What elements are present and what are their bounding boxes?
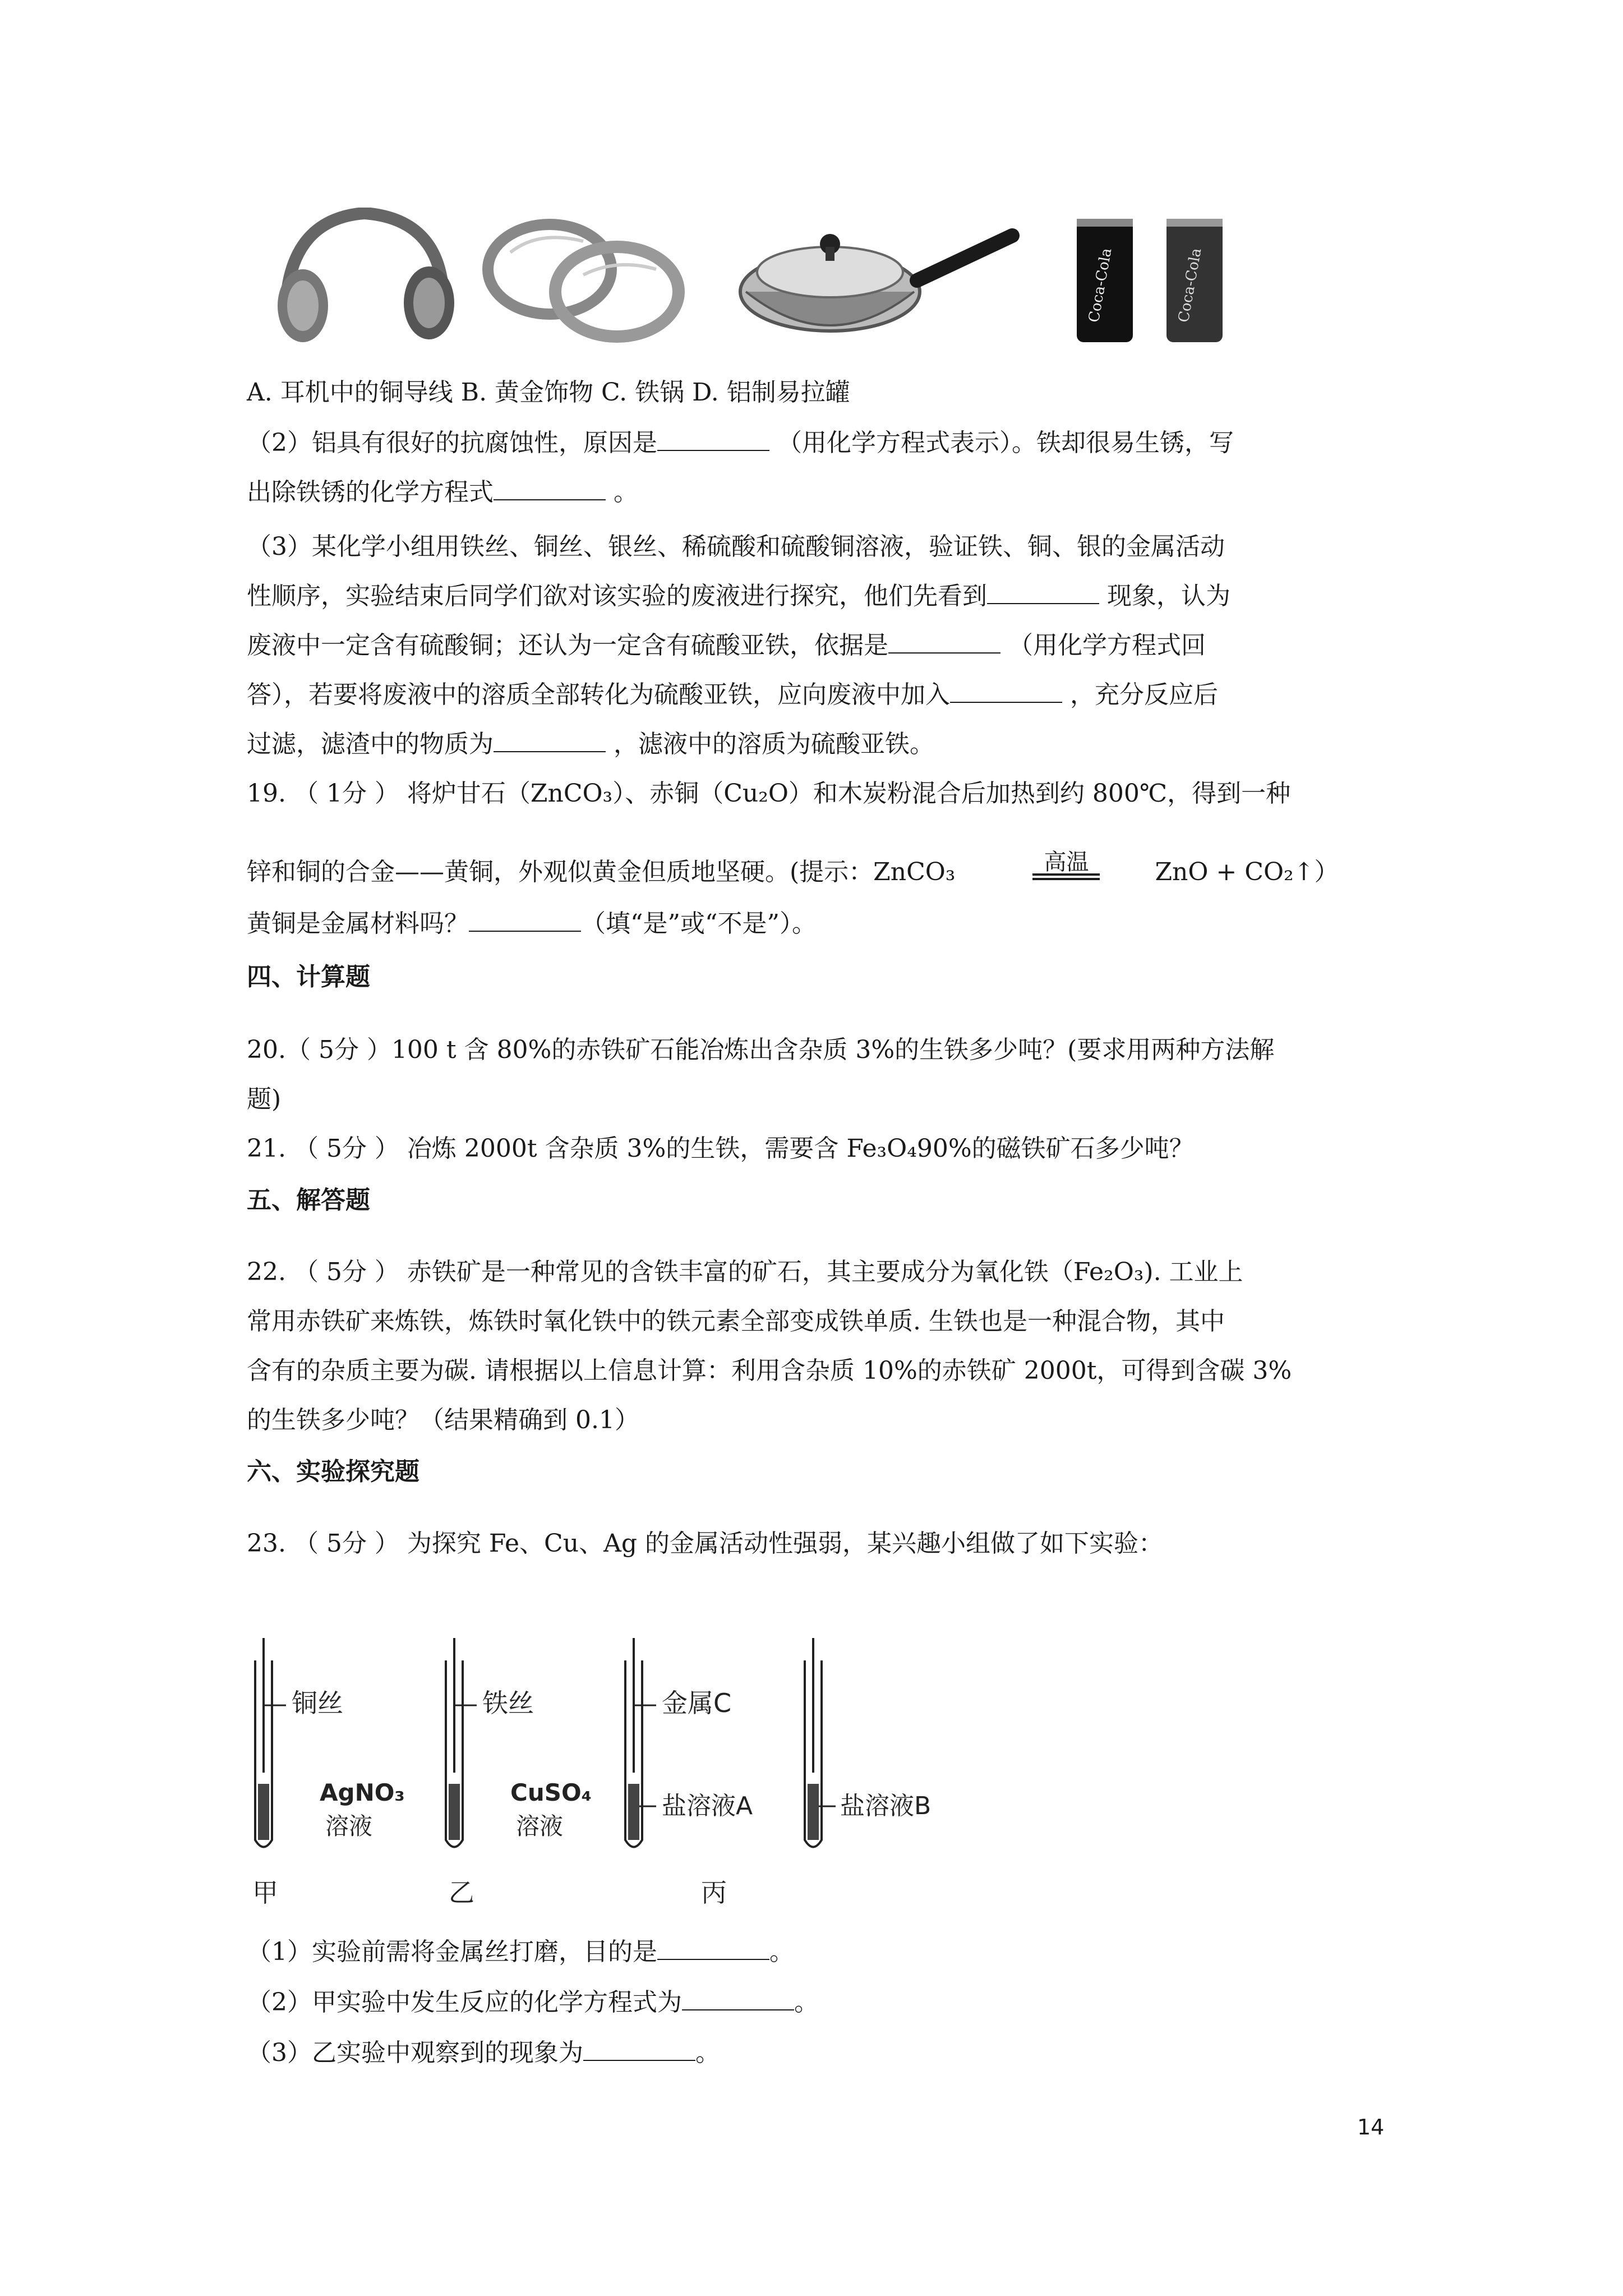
text: 答），若要将废液中的溶质全部转化为硫酸亚铁，应向废液中加入	[247, 680, 950, 709]
q18-part3-line3	[247, 629, 1206, 662]
answer-blank[interactable]	[469, 908, 581, 932]
test-tube-1	[252, 1638, 405, 1908]
tube-caption: 丙	[701, 1878, 727, 1908]
text: （1）实验前需将金属丝打磨，目的是	[247, 1938, 657, 1966]
q22-line4: 的生铁多少吨？（结果精确到 0.1）	[247, 1406, 639, 1434]
q18-part3-line4	[247, 678, 1218, 712]
rings-image	[488, 224, 679, 337]
text: 现象，认为	[1099, 582, 1230, 610]
solution-label: CuSO₄	[510, 1779, 592, 1806]
text: 性顺序，实验结束后同学们欲对该实验的废液进行探究，他们先看到	[247, 582, 987, 610]
text: （2）铝具有很好的抗腐蚀性，原因是	[247, 429, 657, 457]
wire-label: 铁丝	[482, 1688, 534, 1718]
q20-line2: 题)	[247, 1085, 282, 1114]
test-tube-diagram	[247, 1638, 976, 1918]
solution-label: 溶液	[325, 1812, 373, 1840]
text: 废液中一定含有硫酸铜；还认为一定含有硫酸亚铁，依据是	[247, 631, 888, 660]
text: 锌和铜的合金——黄铜，外观似黄金但质地坚硬。(提示：ZnCO₃	[247, 858, 956, 886]
q23-part3	[247, 2036, 720, 2070]
q18-part2-line2	[247, 476, 638, 509]
answer-blank[interactable]	[950, 679, 1062, 703]
q22-line1: 22. （ 5分 ） 赤铁矿是一种常见的含铁丰富的矿石，其主要成分为氧化铁（Fe₂O₃). 工业上	[247, 1258, 1243, 1286]
text: 。	[769, 1938, 794, 1966]
answer-blank[interactable]	[494, 477, 606, 500]
answer-blank[interactable]	[987, 581, 1099, 604]
text: 。	[606, 478, 638, 507]
solution-label: 盐溶液B	[840, 1792, 932, 1820]
q23-part2	[247, 1986, 819, 2019]
text: 过滤，滤渣中的物质为	[247, 730, 494, 758]
headphones-image	[278, 213, 454, 342]
q18-part3-line5	[247, 728, 934, 761]
test-tube-2	[446, 1638, 592, 1908]
q18-part2-line1	[247, 426, 1234, 460]
q23-part1	[247, 1935, 794, 1969]
answer-blank[interactable]	[657, 1936, 769, 1960]
text: 。	[695, 2039, 720, 2067]
cans-image	[1077, 219, 1223, 342]
q18-options: A. 耳机中的铜导线 B. 黄金饰物 C. 铁锅 D. 铝制易拉罐	[247, 378, 850, 407]
wire-label: 铜丝	[292, 1688, 343, 1718]
answer-blank[interactable]	[888, 630, 1000, 654]
test-tube-3	[625, 1638, 753, 1908]
q20-line1: 20.（ 5分 ）100 t 含 80%的赤铁矿石能冶炼出含杂质 3%的生铁多少吨？(要求用两种方法解	[247, 1036, 1275, 1064]
section-heading-experiment: 六、实验探究题	[247, 1457, 419, 1486]
text: 黄铜是金属材料吗？	[247, 909, 469, 938]
test-tube-4	[805, 1638, 931, 1847]
text: （3）乙实验中观察到的现象为	[247, 2039, 583, 2067]
text: 。	[794, 1988, 819, 2017]
answer-blank[interactable]	[583, 2037, 695, 2061]
text: 出除铁锈的化学方程式	[247, 478, 494, 507]
section-heading-answer: 五、解答题	[247, 1186, 370, 1214]
text: ZnO + CO₂↑）	[1155, 858, 1339, 886]
answer-blank[interactable]	[682, 1987, 794, 2010]
answer-blank[interactable]	[494, 729, 606, 752]
text: （2）甲实验中发生反应的化学方程式为	[247, 1988, 682, 2017]
solution-label: 溶液	[516, 1812, 564, 1840]
tube-caption: 乙	[449, 1878, 474, 1908]
q18-part3-line2	[247, 579, 1230, 613]
svg-text:Coca-Cola: Coca-Cola	[1085, 247, 1115, 324]
text: （用化学方程式表示）。铁却很易生锈，写	[769, 429, 1234, 457]
text: （用化学方程式回	[1000, 631, 1206, 660]
text: ，滤液中的溶质为硫酸亚铁。	[606, 730, 934, 758]
text: ，充分反应后	[1062, 680, 1218, 709]
svg-text:Coca-Cola: Coca-Cola	[1175, 247, 1205, 324]
page-number: 14	[1357, 2115, 1385, 2139]
tube-caption: 甲	[252, 1878, 278, 1908]
wire-label: 金属C	[662, 1688, 732, 1718]
q19-line3	[247, 907, 817, 941]
answer-blank[interactable]	[657, 427, 769, 451]
q18-part3-line1: （3）某化学小组用铁丝、铜丝、银丝、稀硫酸和硫酸铜溶液，验证铁、铜、银的金属活动	[247, 532, 1225, 561]
q19-line1: 19. （ 1分 ） 将炉甘石（ZnCO₃）、赤铜（Cu₂O）和木炭粉混合后加热到约 800℃，得到一种	[247, 779, 1291, 808]
solution-label: AgNO₃	[320, 1779, 405, 1806]
section-heading-calc: 四、计算题	[247, 963, 370, 991]
q22-line3: 含有的杂质主要为碳. 请根据以上信息计算：利用含杂质 10%的赤铁矿 2000t，可得到含碳 3%	[247, 1356, 1292, 1385]
q19-line2	[247, 849, 1339, 889]
text: （填“是”或“不是”）。	[581, 909, 817, 938]
wok-image	[740, 234, 1012, 331]
q23-intro: 23. （ 5分 ） 为探究 Fe、Cu、Ag 的金属活动性强弱，某兴趣小组做了如下实验：	[247, 1529, 1163, 1558]
condition-label: 高温	[1044, 849, 1089, 875]
q21: 21. （ 5分 ） 冶炼 2000t 含杂质 3%的生铁，需要含 Fe₃O₄90%的磁铁矿石多少吨？	[247, 1134, 1194, 1163]
product-images	[269, 208, 1251, 348]
reaction-condition	[1032, 849, 1100, 880]
solution-label: 盐溶液A	[662, 1792, 753, 1820]
q22-line2: 常用赤铁矿来炼铁，炼铁时氧化铁中的铁元素全部变成铁单质. 生铁也是一种混合物，其中	[247, 1307, 1225, 1336]
